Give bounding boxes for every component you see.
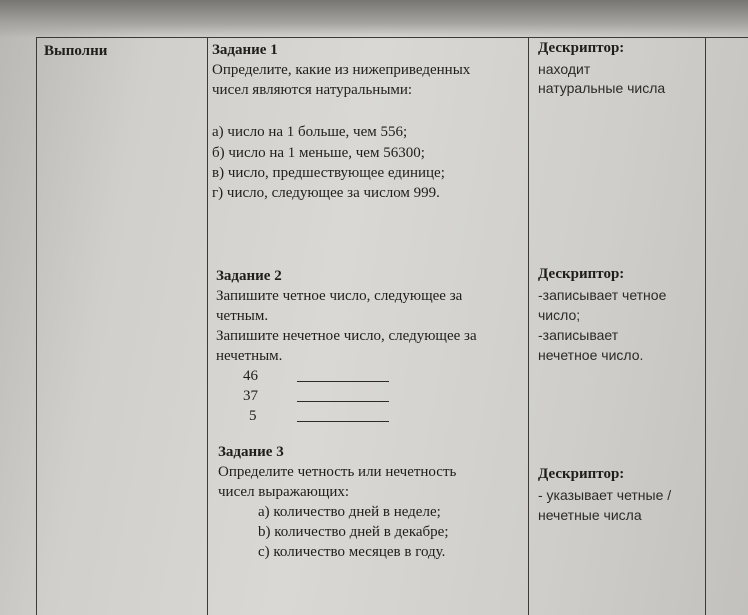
answer-blank[interactable]	[297, 421, 389, 422]
task1-text-line: Определите, какие из нижеприведенных	[212, 62, 471, 78]
task3-item: a) количество дней в неделе;	[258, 504, 441, 520]
task3-descriptor-title: Дескриптор:	[538, 466, 625, 482]
task3-text-line: чисел выражающих:	[218, 484, 350, 500]
task3-title: Задание 3	[218, 444, 284, 460]
task2-title: Задание 2	[216, 268, 282, 284]
task2-text-line: Запишите нечетное число, следующее за	[216, 328, 477, 344]
task1-descriptor-line: находит	[538, 61, 591, 77]
task1-descriptor-line: натуральные числа	[538, 80, 666, 96]
task2-number: 37	[243, 388, 258, 404]
task1-title: Задание 1	[212, 42, 278, 58]
column-divider-2	[528, 37, 529, 615]
task1-item: в) число, предшествующее единице;	[212, 165, 445, 181]
column-divider-1	[207, 37, 208, 615]
table-right-border	[705, 37, 706, 615]
task3-item: c) количество месяцев в году.	[258, 544, 446, 560]
task2-number: 46	[243, 368, 258, 384]
task3-descriptor-line: нечетные числа	[538, 507, 642, 523]
answer-blank[interactable]	[297, 381, 389, 382]
task3-descriptor-line: - указывает четные /	[538, 487, 672, 503]
table-left-border	[36, 37, 37, 615]
task2-descriptor-line: -записывает четное	[538, 287, 667, 303]
task2-descriptor-line: нечетное число.	[538, 347, 644, 363]
table-top-border	[36, 37, 748, 38]
page-shadow	[0, 0, 748, 38]
task1-item: г) число, следующее за числом 999.	[212, 185, 440, 201]
task2-number: 5	[249, 408, 257, 424]
column-heading-execute: Выполни	[44, 43, 108, 59]
task2-descriptor-title: Дескриптор:	[538, 266, 625, 282]
task2-text-line: четным.	[216, 308, 269, 324]
task3-item: b) количество дней в декабре;	[258, 524, 449, 540]
task1-text-line: чисел являются натуральными:	[212, 82, 413, 98]
task2-descriptor-line: -записывает	[538, 327, 619, 343]
task2-descriptor-line: число;	[538, 307, 581, 323]
task2-text-line: Запишите четное число, следующее за	[216, 288, 463, 304]
task1-item: а) число на 1 больше, чем 556;	[212, 124, 408, 140]
task1-item: б) число на 1 меньше, чем 56300;	[212, 145, 425, 161]
answer-blank[interactable]	[297, 401, 389, 402]
task2-text-line: нечетным.	[216, 348, 283, 364]
task1-descriptor-title: Дескриптор:	[538, 40, 625, 56]
task3-text-line: Определите четность или нечетность	[218, 464, 457, 480]
